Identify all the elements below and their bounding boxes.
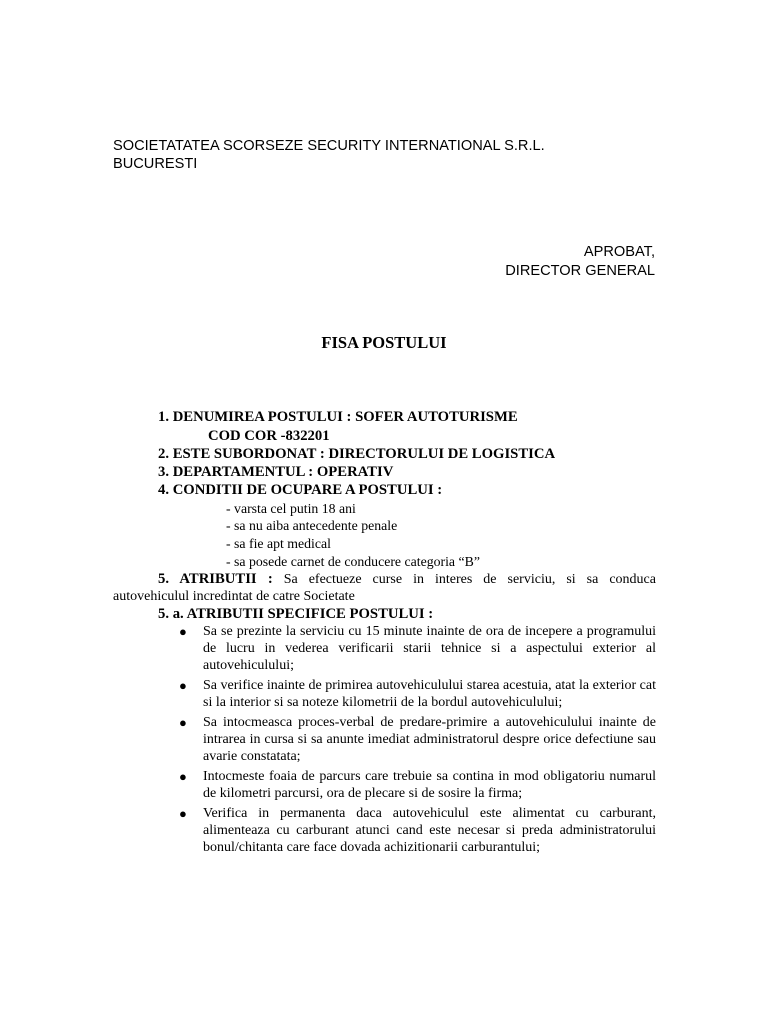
section-5-rest-text: autovehiculul incredintat de catre Societate: [113, 588, 355, 604]
list-item: [176, 768, 656, 802]
list-item: [176, 805, 656, 856]
section-5a-specific-duties-heading: 5. a. ATRIBUTII SPECIFICE POSTULUI :: [158, 606, 434, 622]
duty-text: Intocmeste foaia de parcurs care trebuie sa contina in mod obligatoriu numarul de kilometri parcursi, ora de plecare si de sosire la firma;: [203, 769, 656, 801]
bullet-icon: ●: [179, 624, 187, 639]
section-5-lead-text: Sa efectueze curse in interes de serviciu, si sa conduca: [272, 572, 656, 587]
bullet-icon: ●: [179, 715, 187, 730]
company-city: BUCURESTI: [113, 156, 198, 172]
bullet-icon: ●: [179, 769, 187, 784]
section-1-cor-code: COD COR -832201: [208, 428, 330, 444]
bullet-icon: ●: [179, 678, 187, 693]
duty-text: Sa se prezinte la serviciu cu 15 minute inainte de ora de incepere a programului de lucru in vederea verificarii starii tehnice si a aspectului exterior al autovehiculului;: [203, 624, 656, 673]
specific-duties-list: [176, 623, 656, 859]
list-item: [176, 623, 656, 674]
bullet-icon: ●: [179, 806, 187, 821]
condition-item: - varsta cel putin 18 ani: [226, 501, 356, 516]
approval-label: APROBAT,: [583, 244, 655, 260]
condition-item: - sa fie apt medical: [226, 536, 331, 551]
list-item: [176, 714, 656, 765]
section-2-subordination: 2. ESTE SUBORDONAT : DIRECTORULUI DE LOGISTICA: [158, 446, 556, 462]
section-5-label: 5. ATRIBUTII :: [158, 571, 273, 587]
condition-item: - sa nu aiba antecedente penale: [226, 518, 398, 533]
duty-text: Sa verifice inainte de primirea autovehiculului starea acestuia, atat la exterior cat si la interior si sa noteze kilometrii de la bordul autovehiculului;: [203, 678, 656, 710]
section-1-job-title: 1. DENUMIREA POSTULUI : SOFER AUTOTURISME: [158, 409, 518, 425]
section-5-lead-line: [113, 571, 656, 589]
section-4-conditions-heading: 4. CONDITII DE OCUPARE A POSTULUI :: [158, 482, 443, 498]
approval-role: DIRECTOR GENERAL: [505, 263, 655, 279]
condition-item: - sa posede carnet de conducere categoria “B”: [226, 554, 480, 569]
duty-text: Sa intocmeasca proces-verbal de predare-primire a autovehiculului inainte de intrarea in cursa si sa anunte imediat administratorul despre orice defectiune sau avarie constatata;: [203, 715, 656, 764]
list-item: [176, 677, 656, 711]
duty-text: Verifica in permanenta daca autovehiculul este alimentat cu carburant, alimenteaza cu carburant atunci cand este necesar si preda administratorului bonul/chitanta care face dovada achizitionarii carburantului;: [203, 806, 656, 855]
section-5-duties-paragraph: [113, 571, 656, 605]
document-title: FISA POSTULUI: [321, 333, 447, 352]
section-3-department: 3. DEPARTAMENTUL : OPERATIV: [158, 464, 394, 480]
company-name: SOCIETATATEA SCORSEZE SECURITY INTERNATIONAL S.R.L.: [113, 138, 545, 154]
